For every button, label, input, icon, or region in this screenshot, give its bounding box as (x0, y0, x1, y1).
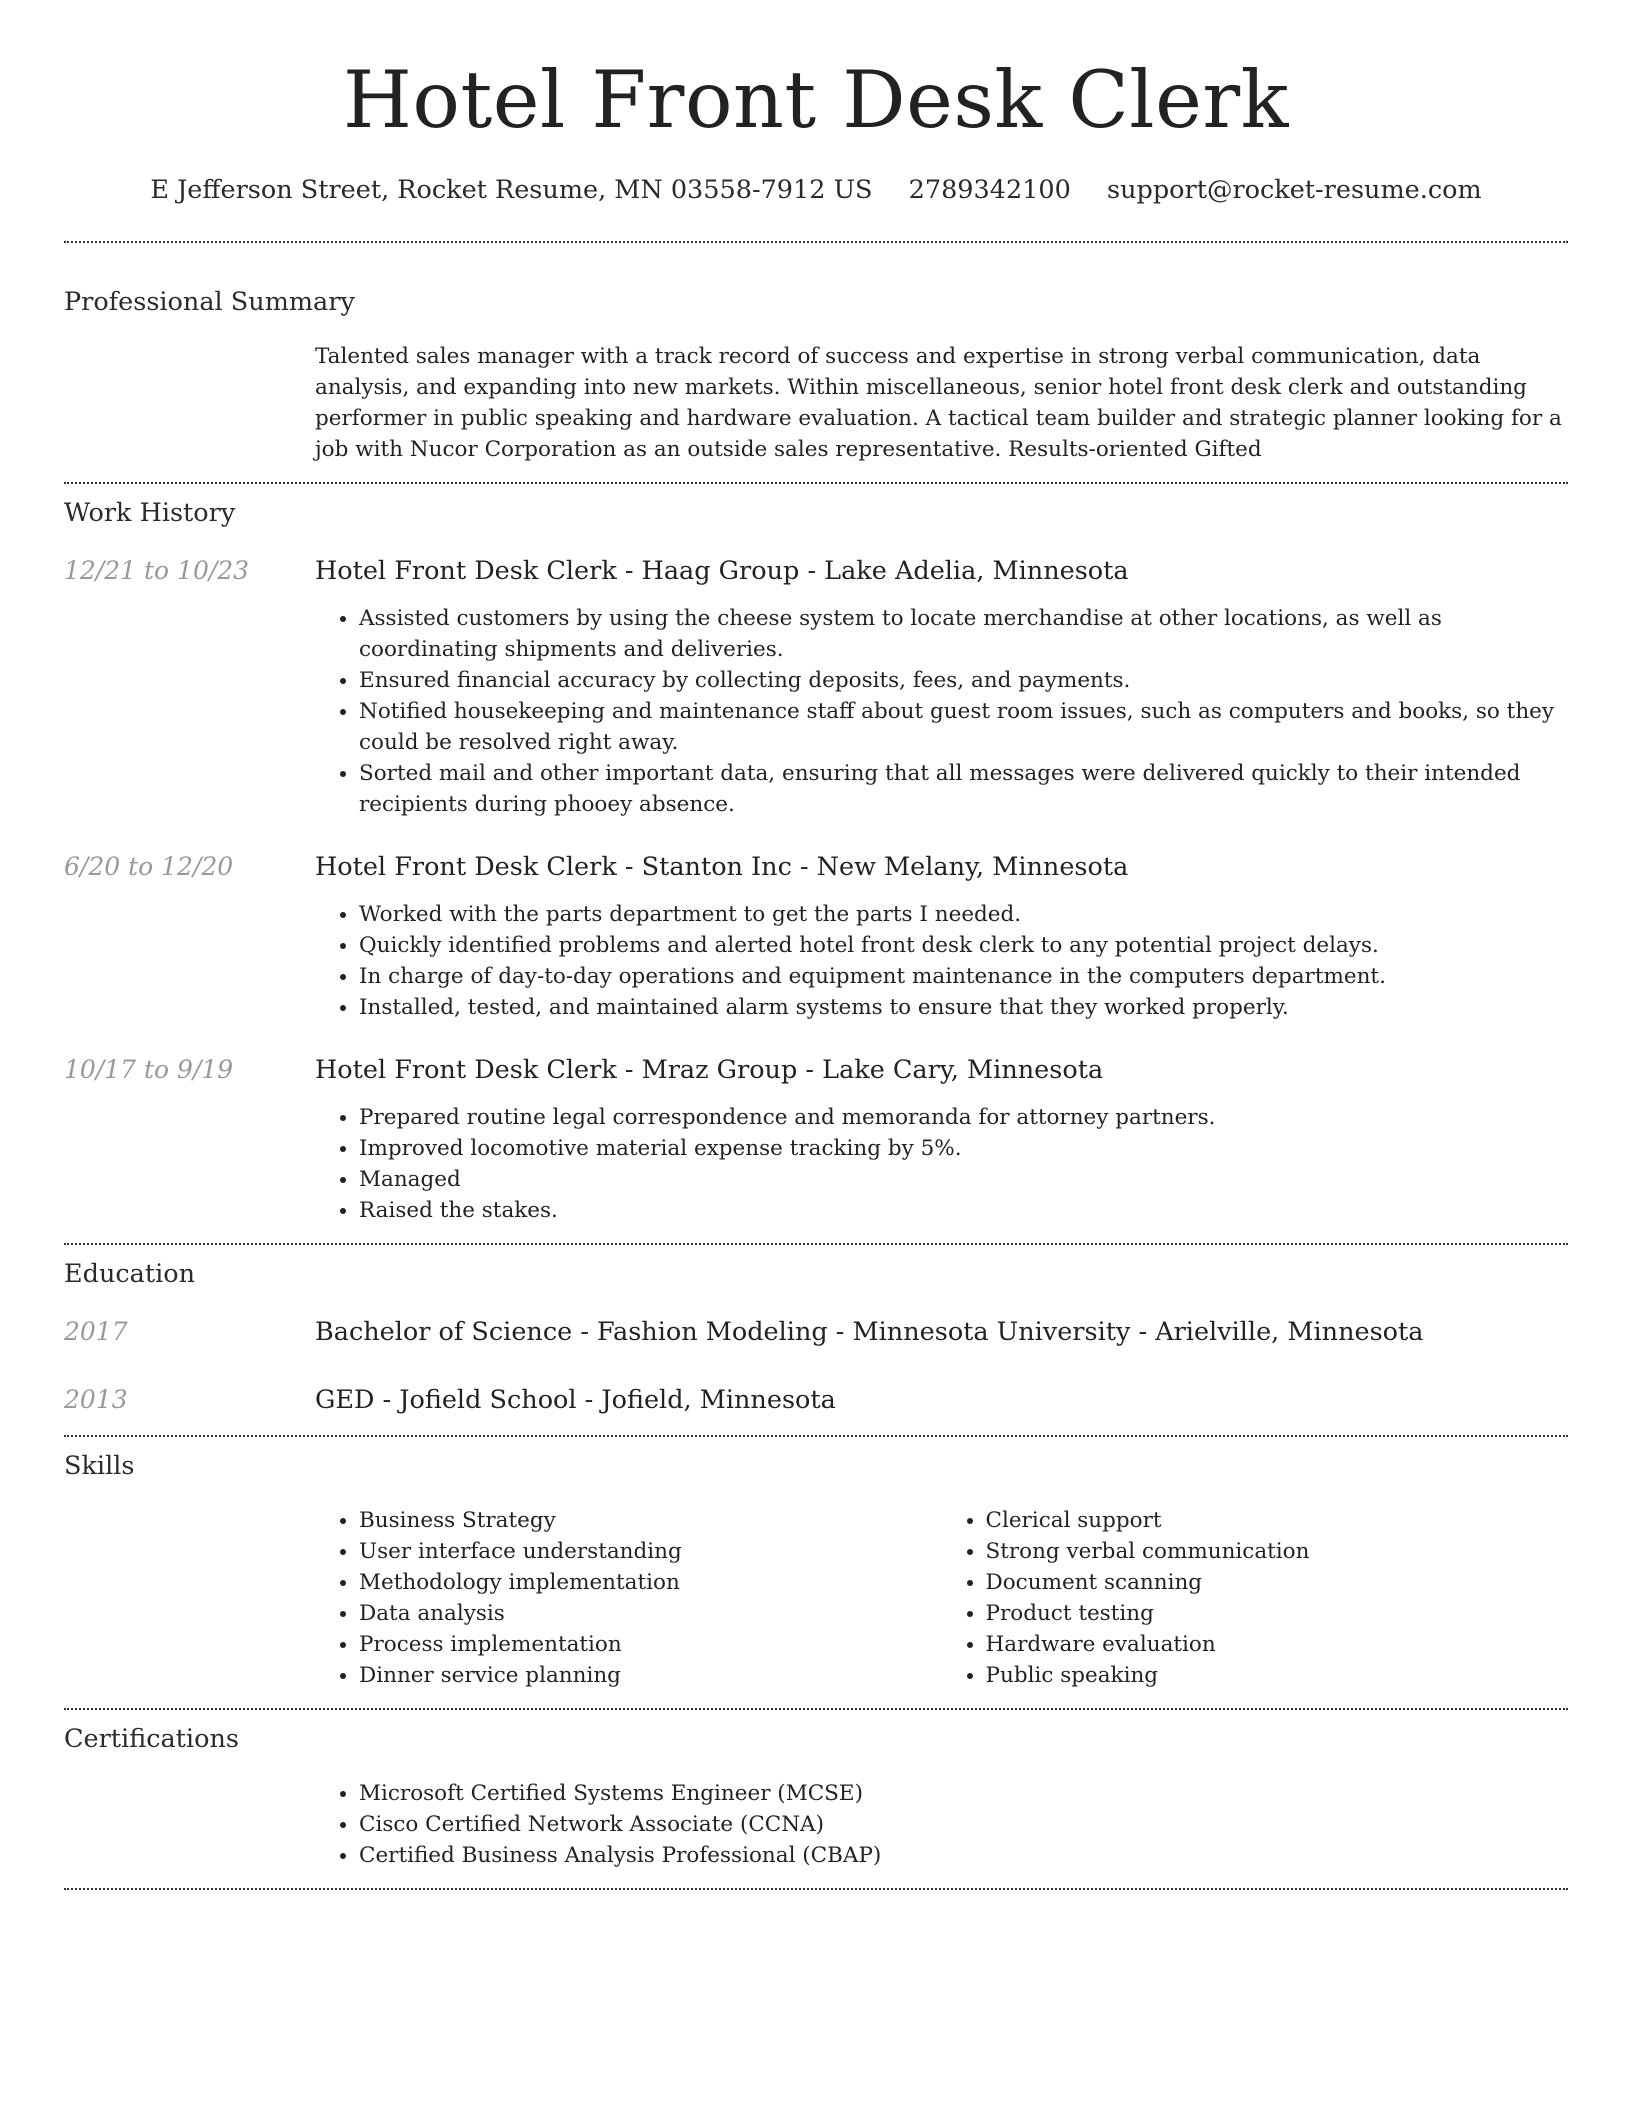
certifications-heading: Certifications (64, 1724, 239, 1754)
education-heading: Education (64, 1259, 196, 1289)
education-degree: GED - Jofield School - Jofield, Minnesota (315, 1385, 836, 1415)
list-item: • Public speaking (986, 1660, 1569, 1691)
work-history-heading: Work History (64, 498, 236, 528)
list-item: • Data analysis (359, 1598, 942, 1629)
list-item: • Worked with the parts department to get the parts I needed. (359, 899, 1568, 930)
education-section (64, 1245, 1568, 1417)
education-year: 2013 (64, 1385, 128, 1414)
resume-page (64, 0, 1568, 1890)
education-year: 2017 (64, 1317, 128, 1346)
job-dates: 10/17 to 9/19 (64, 1055, 234, 1084)
job-bullets (315, 603, 1568, 820)
job-title: Hotel Front Desk Clerk - Stanton Inc - New Melany, Minnesota (315, 852, 1129, 882)
contact-email: support@rocket-resume.com (1107, 175, 1482, 205)
education-entry (64, 1383, 1568, 1417)
list-item: • Sorted mail and other important data, ensuring that all messages were delivered quickly to their intended recipients during phooey absence. (359, 758, 1568, 820)
list-item: • Assisted customers by using the cheese system to locate merchandise at other locations, as well as coordinating shipments and deliveries. (359, 603, 1568, 665)
skills-list-left (315, 1505, 942, 1691)
job-entry (64, 1053, 1568, 1226)
divider (64, 1888, 1568, 1890)
resume-name: Hotel Front Desk Clerk (343, 54, 1289, 146)
certifications-list (315, 1778, 1568, 1871)
contact-address: E Jefferson Street, Rocket Resume, MN 03558-7912 US (150, 175, 873, 205)
skills-heading: Skills (64, 1451, 135, 1481)
job-entry (64, 554, 1568, 820)
list-item: • Managed (359, 1164, 1568, 1195)
list-item: • Quickly identified problems and alerted hotel front desk clerk to any potential project delays. (359, 930, 1568, 961)
list-item: • Clerical support (986, 1505, 1569, 1536)
list-item: • Methodology implementation (359, 1567, 942, 1598)
job-title: Hotel Front Desk Clerk - Mraz Group - Lake Cary, Minnesota (315, 1055, 1104, 1085)
job-dates: 6/20 to 12/20 (64, 852, 234, 881)
summary-section (64, 243, 1568, 465)
contact-line (64, 172, 1568, 208)
list-item: • Notified housekeeping and maintenance staff about guest room issues, such as computers and books, so they could be resolved right away. (359, 696, 1568, 758)
skills-section (64, 1437, 1568, 1691)
list-item: • Document scanning (986, 1567, 1569, 1598)
list-item: • Hardware evaluation (986, 1629, 1569, 1660)
list-item: • In charge of day-to-day operations and equipment maintenance in the computers department. (359, 961, 1568, 992)
list-item: • Dinner service planning (359, 1660, 942, 1691)
list-item: • Microsoft Certified Systems Engineer (MCSE) (359, 1778, 1568, 1809)
job-title: Hotel Front Desk Clerk - Haag Group - Lake Adelia, Minnesota (315, 556, 1129, 586)
list-item: • Installed, tested, and maintained alarm systems to ensure that they worked properly. (359, 992, 1568, 1023)
list-item: • Ensured financial accuracy by collecting deposits, fees, and payments. (359, 665, 1568, 696)
list-item: • Raised the stakes. (359, 1195, 1568, 1226)
contact-phone: 2789342100 (908, 175, 1071, 205)
list-item: • Prepared routine legal correspondence and memoranda for attorney partners. (359, 1102, 1568, 1133)
education-degree: Bachelor of Science - Fashion Modeling - Minnesota University - Arielville, Minnesota (315, 1317, 1424, 1347)
skills-list-right (942, 1505, 1569, 1691)
list-item: • Process implementation (359, 1629, 942, 1660)
job-dates: 12/21 to 10/23 (64, 556, 250, 585)
job-bullets (315, 899, 1568, 1023)
list-item: • Certified Business Analysis Professional (CBAP) (359, 1840, 1568, 1871)
certifications-section (64, 1710, 1568, 1871)
summary-heading: Professional Summary (64, 287, 355, 317)
job-bullets (315, 1102, 1568, 1226)
list-item: • User interface understanding (359, 1536, 942, 1567)
list-item: • Strong verbal communication (986, 1536, 1569, 1567)
work-history-section (64, 484, 1568, 1226)
job-entry (64, 850, 1568, 1023)
list-item: • Improved locomotive material expense tracking by 5%. (359, 1133, 1568, 1164)
list-item: • Product testing (986, 1598, 1569, 1629)
education-entry (64, 1315, 1568, 1349)
list-item: • Business Strategy (359, 1505, 942, 1536)
list-item: • Cisco Certified Network Associate (CCNA) (359, 1809, 1568, 1840)
summary-text: Talented sales manager with a track record of success and expertise in strong verbal communication, data analysis, and expanding into new markets. Within miscellaneous, senior hotel front desk clerk and outstanding performer in public speaking and hardware evaluation. A tactical team builder and strategic planner looking for a job with Nucor Corporation as an outside sales representative. Results-oriented Gifted (315, 344, 1562, 462)
